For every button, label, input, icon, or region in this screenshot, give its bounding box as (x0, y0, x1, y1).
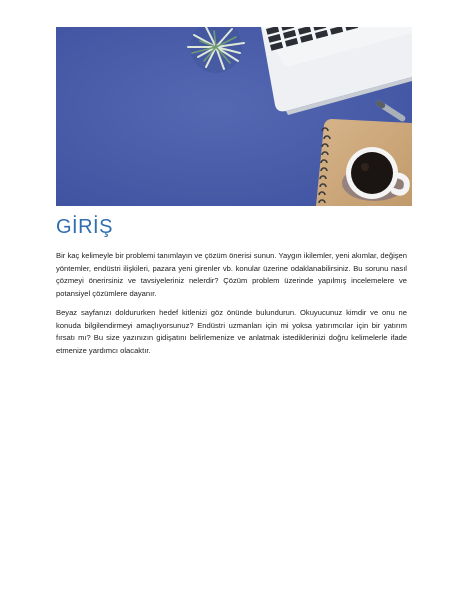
page-title: GİRİŞ (56, 216, 113, 238)
paragraph: Beyaz sayfanızı doldururken hedef kitlenizi göz önünde bulundurun. Okuyucunuz kimdir ve onu ne konuda bilgilendirmeyi amaçlıyorsunuz? Endüstri uzmanları için mi yoksa yatırımcılar için bir yatırım fırsatı mı? Bu size yazınızın gidişatını belirlemenize ve anlatmak istediklerinizi doğru kelimelerle ifade etmenize yardımcı olacaktır. (56, 308, 407, 355)
hero-image (56, 27, 412, 206)
paragraph: Bir kaç kelimeyle bir problemi tanımlayın ve çözüm önerisi sunun. Yaygın ikilemler, yeni akımlar, değişen yöntemler, endüstri ilişkileri, pazara yeni girenler vb. konular üzerine odaklanabilirsiniz. Bu sorunu nasıl çözmeyi önerirsiniz ve tavsiyeleriniz nelerdir? Çözüm problem üzerinde yapılmış incelemelere ve potansiyel çözümlere dayanır. (56, 251, 407, 298)
body-text (56, 250, 407, 364)
